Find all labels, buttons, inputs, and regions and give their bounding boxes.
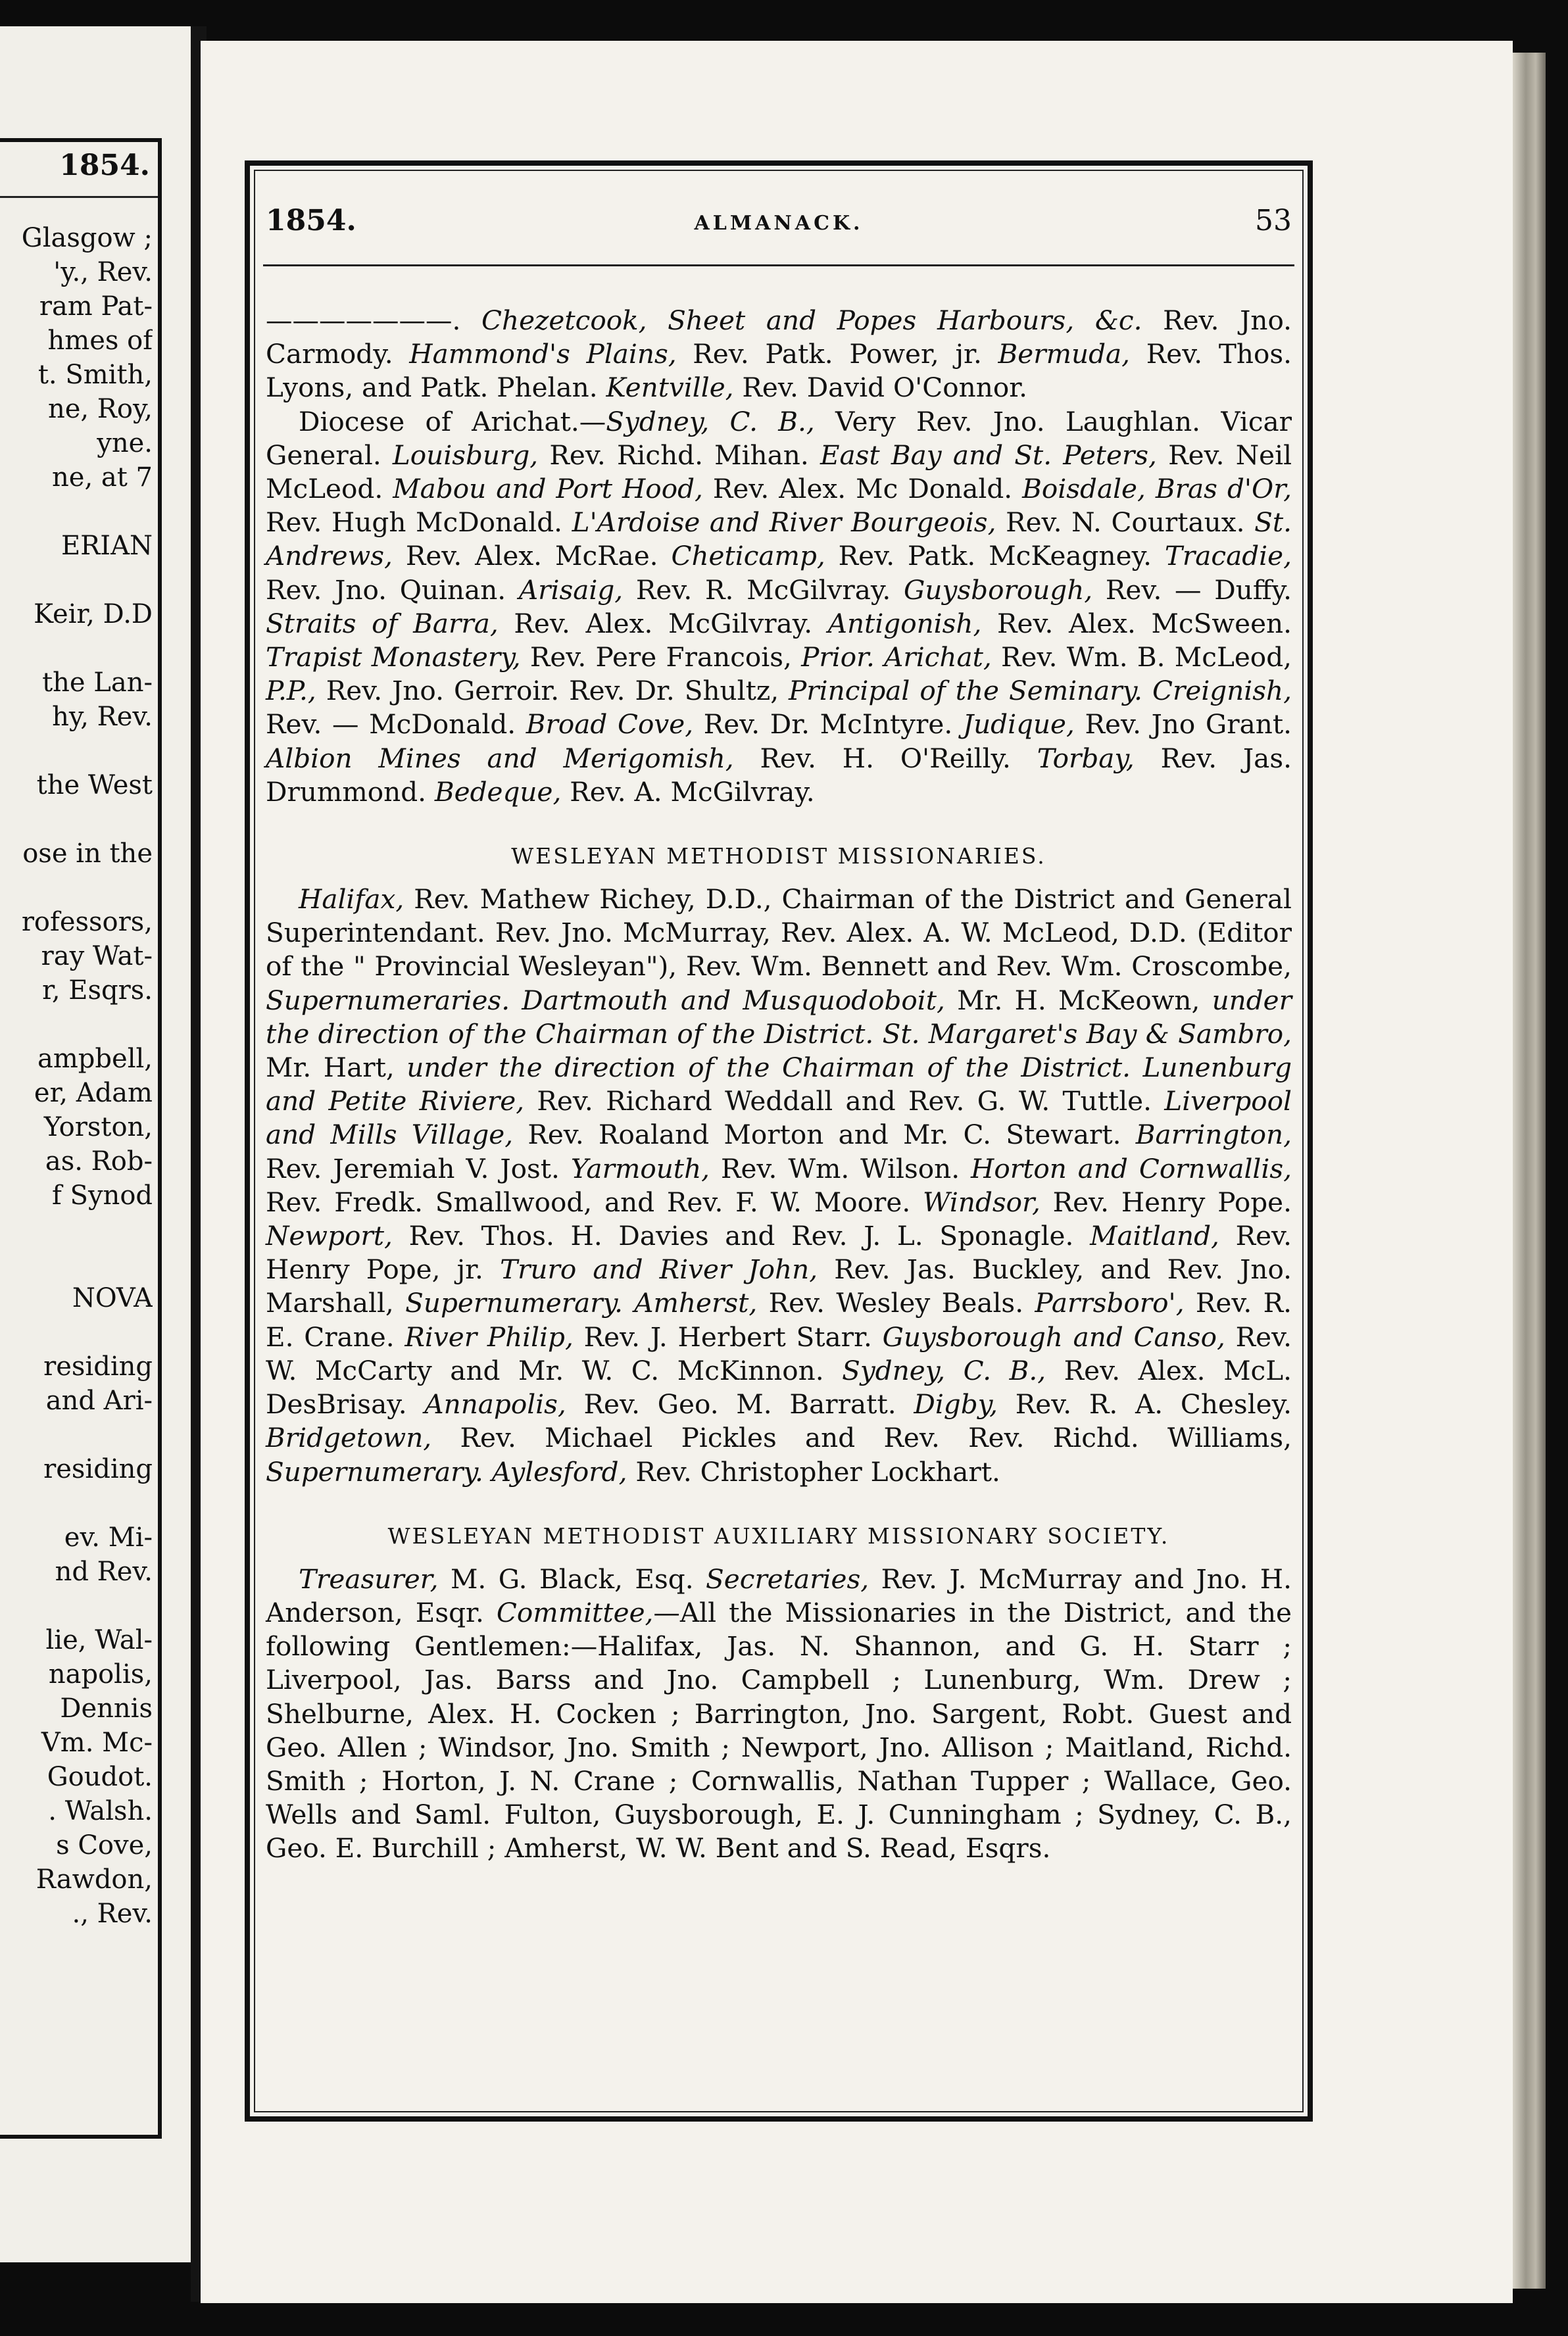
text-run: Rev. Wm. Wilson. (710, 1152, 971, 1184)
text-run: Rev. — Duffy. (1092, 573, 1292, 606)
left-page-line: ne, at 7 (52, 462, 153, 493)
italic-run: Yarmouth, (570, 1152, 710, 1184)
italic-run: Trapist Monastery, (266, 641, 521, 673)
left-page-line: lie, Wal- (45, 1625, 153, 1655)
text-run: ———————. (266, 304, 482, 336)
italic-run: Newport, (266, 1220, 393, 1252)
italic-run: Arisaig, (518, 573, 624, 606)
left-page-line: napolis, (48, 1659, 153, 1690)
left-page-line: ERIAN (61, 531, 153, 561)
italic-run: Truro and River John, (500, 1253, 818, 1286)
left-page-line: rofessors, (21, 907, 153, 937)
left-page-line: Dennis (60, 1693, 153, 1724)
paragraph-diocese-arichat (266, 405, 1292, 809)
italic-run: Windsor, (923, 1186, 1041, 1218)
italic-run: Maitland, (1090, 1220, 1219, 1252)
section-heading-wesleyan-missionaries: WESLEYAN METHODIST MISSIONARIES. (511, 843, 1046, 869)
left-page-text (0, 221, 153, 1931)
italic-run: Prior. Arichat, (801, 641, 992, 673)
text-run: Rev. N. Courtaux. (996, 506, 1255, 539)
left-page-line: the West (36, 770, 153, 800)
left-page-line: and Ari- (45, 1386, 153, 1416)
text-run: Rev. Christopher Lockhart. (627, 1455, 1000, 1488)
italic-run: Hammond's Plains, (409, 338, 677, 370)
left-page-line (0, 1315, 153, 1350)
page-frame (245, 160, 1313, 2122)
text-run: Rev. Jno Grant. (1074, 708, 1292, 741)
italic-run: Louisburg, (392, 439, 539, 471)
left-page-line: yne. (97, 428, 153, 458)
left-page-line: ne, Roy, (47, 394, 153, 424)
italic-run: Digby, (914, 1388, 998, 1421)
page-number: 53 (1255, 204, 1292, 237)
text-run: Rev. Patk. McKeagney. (825, 540, 1165, 572)
paragraph-wesleyan-missionaries (266, 883, 1292, 1489)
left-page-line: f Synod (52, 1180, 153, 1211)
text-run: Rev. Pere Francois, (520, 641, 802, 673)
left-page-line: ray Wat- (41, 941, 153, 971)
left-page-line: Rawdon, (36, 1864, 153, 1895)
text-run: Rev. Alex. McRae. (392, 540, 672, 572)
italic-run: Bermuda, (998, 338, 1131, 370)
text-run: Rev. H. O'Reilly. (733, 742, 1037, 774)
text-run: Rev. Alex. Mc Donald. (702, 473, 1023, 505)
text-run: Mr. Hart, (266, 1052, 407, 1084)
italic-run: Principal of the Seminary. Creignish, (789, 675, 1292, 707)
left-page-line (0, 802, 153, 837)
text-run: Rev. Alex. McGilvray. (498, 607, 828, 639)
italic-run: P.P., (266, 675, 316, 707)
italic-run: Mabou and Port Hood, (393, 473, 703, 505)
left-page-frame (0, 138, 162, 2139)
left-page-line: nd Rev. (55, 1557, 153, 1587)
text-run: Rev. Thos. Lyons, and Patk. Phelan. (266, 338, 1292, 404)
left-page-year: 1854. (59, 149, 150, 182)
text-run: Rev. Jno. Quinan. (266, 573, 519, 606)
left-page-line (0, 563, 153, 597)
header-year: 1854. (266, 204, 356, 237)
text-run: Rev. A. McGilvray. (561, 775, 815, 808)
text-run: Rev. Patk. Power, jr. (676, 338, 998, 370)
left-page-line (0, 734, 153, 768)
italic-run: Antigonish, (827, 607, 982, 639)
text-run: Very Rev. Jno. Laughlan. Vicar General. (266, 405, 1292, 471)
text-run: Rev. Hugh McDonald. (266, 506, 572, 539)
left-page-line: NOVA (72, 1283, 153, 1313)
italic-run: Broad Cove, (526, 708, 694, 741)
italic-run: Tracadie, (1164, 540, 1292, 572)
page-edge (1513, 53, 1546, 2289)
italic-run: Treasurer, (299, 1563, 439, 1595)
left-page-line (0, 1486, 153, 1521)
text-run: Rev. Wesley Beals. (757, 1287, 1035, 1319)
text-run: Mr. H. McKeown, (944, 984, 1212, 1016)
italic-run: Boisdale, Bras d'Or, (1022, 473, 1292, 505)
text-run: Rev. Jno. Gerroir. Rev. Dr. Shultz, (316, 675, 789, 707)
text-run: Rev. R. A. Chesley. (998, 1388, 1292, 1421)
italic-run: under the direction of the Chairman of the District. Lunenburg and Petite Riviere, (266, 1052, 1292, 1117)
left-page-line: ose in the (22, 839, 153, 869)
text-run: Rev. Alex. McSween. (981, 607, 1292, 639)
header-title: ALMANACK. (694, 212, 864, 235)
text-run: Rev. Henry Pope. (1040, 1186, 1292, 1218)
text-run: —All the Missionaries in the District, and the following Gentlemen:—Halifax, Jas. N. Shannon, and G. H. Starr ; Liverpool, Jas. Barss and Jno. Campbell ; Lunenburg, Wm. Drew ; Shelburne, Alex. H. Cocken ; Barrington, Jno. Sargent, Robt. Guest and Geo. Allen ; Windsor, Jno. Smith ; Newport, Jno. Allison ; Maitland, Richd. Smith ; Horton, J. N. Crane ; Cornwallis, Nathan Tupper ; Wallace, Geo. Wells and Saml. Fulton, Guysborough, E. J. Cunningham ; Sydney, C. B., Geo. E. Burchill ; Amherst, W. W. Bent and S. Read, Esqrs. (266, 1596, 1292, 1864)
left-page-line: t. Smith, (37, 360, 153, 390)
left-page-line: s Cove, (56, 1830, 153, 1861)
italic-run: Guysborough and Canso, (882, 1321, 1225, 1353)
text-run: Rev. Henry Pope, jr. (266, 1220, 1292, 1286)
text-run: Rev. Neil McLeod. (266, 439, 1292, 505)
italic-run: River Philip, (404, 1321, 574, 1353)
text-run: Rev. Roaland Morton and Mr. C. Stewart. (513, 1119, 1136, 1151)
text-run: Rev. David O'Connor. (733, 372, 1027, 404)
text-run: Rev. Michael Pickles and Rev. Rev. Richd. Williams, (431, 1422, 1292, 1454)
left-page-line (0, 1247, 153, 1281)
left-page-line (0, 1008, 153, 1042)
italic-run: Barrington, (1135, 1119, 1292, 1151)
left-page-line: ampbell, (37, 1044, 153, 1074)
text-run: Rev. J. McMurray and Jno. H. Anderson, Esqr. (266, 1563, 1292, 1628)
text-run: Rev. J. Herbert Starr. (573, 1321, 883, 1353)
italic-run: East Bay and St. Peters, (820, 439, 1157, 471)
left-page-line: Glasgow ; (21, 223, 153, 253)
left-page (0, 26, 191, 2262)
italic-run: Torbay, (1037, 742, 1135, 774)
italic-run: Kentville, (606, 372, 734, 404)
italic-run: Horton and Cornwallis, (971, 1152, 1292, 1184)
italic-run: Guysborough, (904, 573, 1093, 606)
italic-run: Albion Mines and Merigomish, (266, 742, 734, 774)
left-page-line: Keir, D.D (34, 599, 153, 629)
text-run: Rev. — McDonald. (266, 708, 526, 741)
paragraph-catholic-missions (266, 304, 1292, 405)
italic-run: Sydney, C. B., (606, 405, 815, 437)
section-heading-auxiliary-society: WESLEYAN METHODIST AUXILIARY MISSIONARY SOCIETY. (387, 1522, 1170, 1549)
text-run: Rev. W. McCarty and Mr. W. C. McKinnon. (266, 1321, 1292, 1386)
italic-run: Straits of Barra, (266, 607, 499, 639)
italic-run: under the direction of the Chairman of the District. St. Margaret's Bay & Sambro, (266, 984, 1292, 1050)
italic-run: Judique, (962, 708, 1075, 741)
left-page-line: ram Pat- (39, 291, 153, 322)
left-page-line: r, Esqrs. (42, 975, 153, 1006)
header-rule (263, 264, 1294, 266)
left-page-line: Yorston, (43, 1112, 153, 1142)
left-page-line (0, 1418, 153, 1452)
italic-run: Bridgetown, (266, 1422, 432, 1454)
italic-run: Parrsboro', (1035, 1287, 1185, 1319)
italic-run: Supernumerary. Aylesford, (266, 1455, 627, 1488)
italic-run: Supernumeraries. Dartmouth and Musquodoboit, (266, 984, 945, 1016)
italic-run: St. Andrews, (266, 506, 1292, 572)
left-page-line (0, 495, 153, 529)
text-run: M. G. Black, Esq. (438, 1563, 706, 1595)
left-page-line: ev. Mi- (64, 1522, 153, 1553)
italic-run: Halifax, (299, 883, 404, 915)
left-page-line: 'y., Rev. (53, 257, 153, 287)
left-page-line: er, Adam (34, 1078, 153, 1108)
left-page-line: residing (43, 1351, 153, 1382)
text-run: Rev. Geo. M. Barratt. (566, 1388, 914, 1421)
text-run: Rev. R. E. Crane. (266, 1287, 1292, 1353)
italic-run: L'Ardoise and River Bourgeois, (572, 506, 996, 539)
left-page-line: the Lan- (42, 668, 153, 698)
left-page-line: as. Rob- (45, 1146, 153, 1177)
italic-run: Supernumerary. Amherst, (405, 1287, 758, 1319)
text-run: Rev. Alex. McL. DesBrisay. (266, 1354, 1292, 1421)
left-page-line (0, 871, 153, 905)
italic-run: Annapolis, (424, 1388, 566, 1421)
text-run: Rev. Jas. Buckley, and Rev. Jno. Marshall, (266, 1253, 1292, 1319)
italic-run: Bedeque, (434, 775, 562, 808)
left-page-line (0, 631, 153, 666)
text-run: Rev. R. McGilvray. (623, 573, 904, 606)
italic-run: Chezetcook, Sheet and Popes Harbours, &c. (481, 304, 1142, 336)
text-run: Rev. Jeremiah V. Jost. (266, 1152, 571, 1184)
left-page-line (0, 1589, 153, 1623)
left-page-line: ., Rev. (72, 1899, 153, 1929)
left-page-line (0, 1213, 153, 1247)
text-run: Rev. Richd. Mihan. (538, 439, 820, 471)
text-run: Diocese of Arichat.— (299, 405, 606, 437)
text-run: Rev. Wm. B. McLeod, (991, 641, 1292, 673)
left-page-line: Vm. Mc- (41, 1728, 153, 1758)
text-run: Rev. Mathew Richey, D.D., Chairman of the District and General Superintendant. Rev. Jno. McMurray, Rev. Alex. A. W. McLeod, D.D. (Editor of the " Provincial Wesleyan"), Rev. Wm. Bennett and Rev. Wm. Croscombe, (266, 883, 1292, 983)
text-run: Rev. Jno. Carmody. (266, 304, 1292, 370)
text-run: Rev. Richard Weddall and Rev. G. W. Tuttle. (524, 1085, 1165, 1117)
left-page-line: hmes of (47, 326, 153, 356)
italic-run: Liverpool and Mills Village, (266, 1085, 1292, 1151)
text-run: Rev. Thos. H. Davies and Rev. J. L. Sponagle. (392, 1220, 1090, 1252)
left-page-rule (0, 196, 158, 198)
running-header (266, 204, 1292, 243)
italic-run: Sydney, C. B., (842, 1354, 1046, 1386)
left-page-line: hy, Rev. (52, 702, 153, 732)
text-run: Rev. Fredk. Smallwood, and Rev. F. W. Moore. (266, 1186, 923, 1218)
page-body (266, 304, 1292, 1866)
left-page-line: . Walsh. (48, 1796, 153, 1826)
left-page-line: residing (43, 1454, 153, 1484)
italic-run: Cheticamp, (671, 540, 825, 572)
text-run: Rev. Jas. Drummond. (266, 742, 1292, 808)
text-run: Rev. Dr. McIntyre. (693, 708, 963, 741)
italic-run: Secretaries, (706, 1563, 870, 1595)
paragraph-auxiliary-society (266, 1563, 1292, 1866)
left-page-line: Goudot. (47, 1762, 153, 1792)
italic-run: Committee, (496, 1596, 654, 1628)
